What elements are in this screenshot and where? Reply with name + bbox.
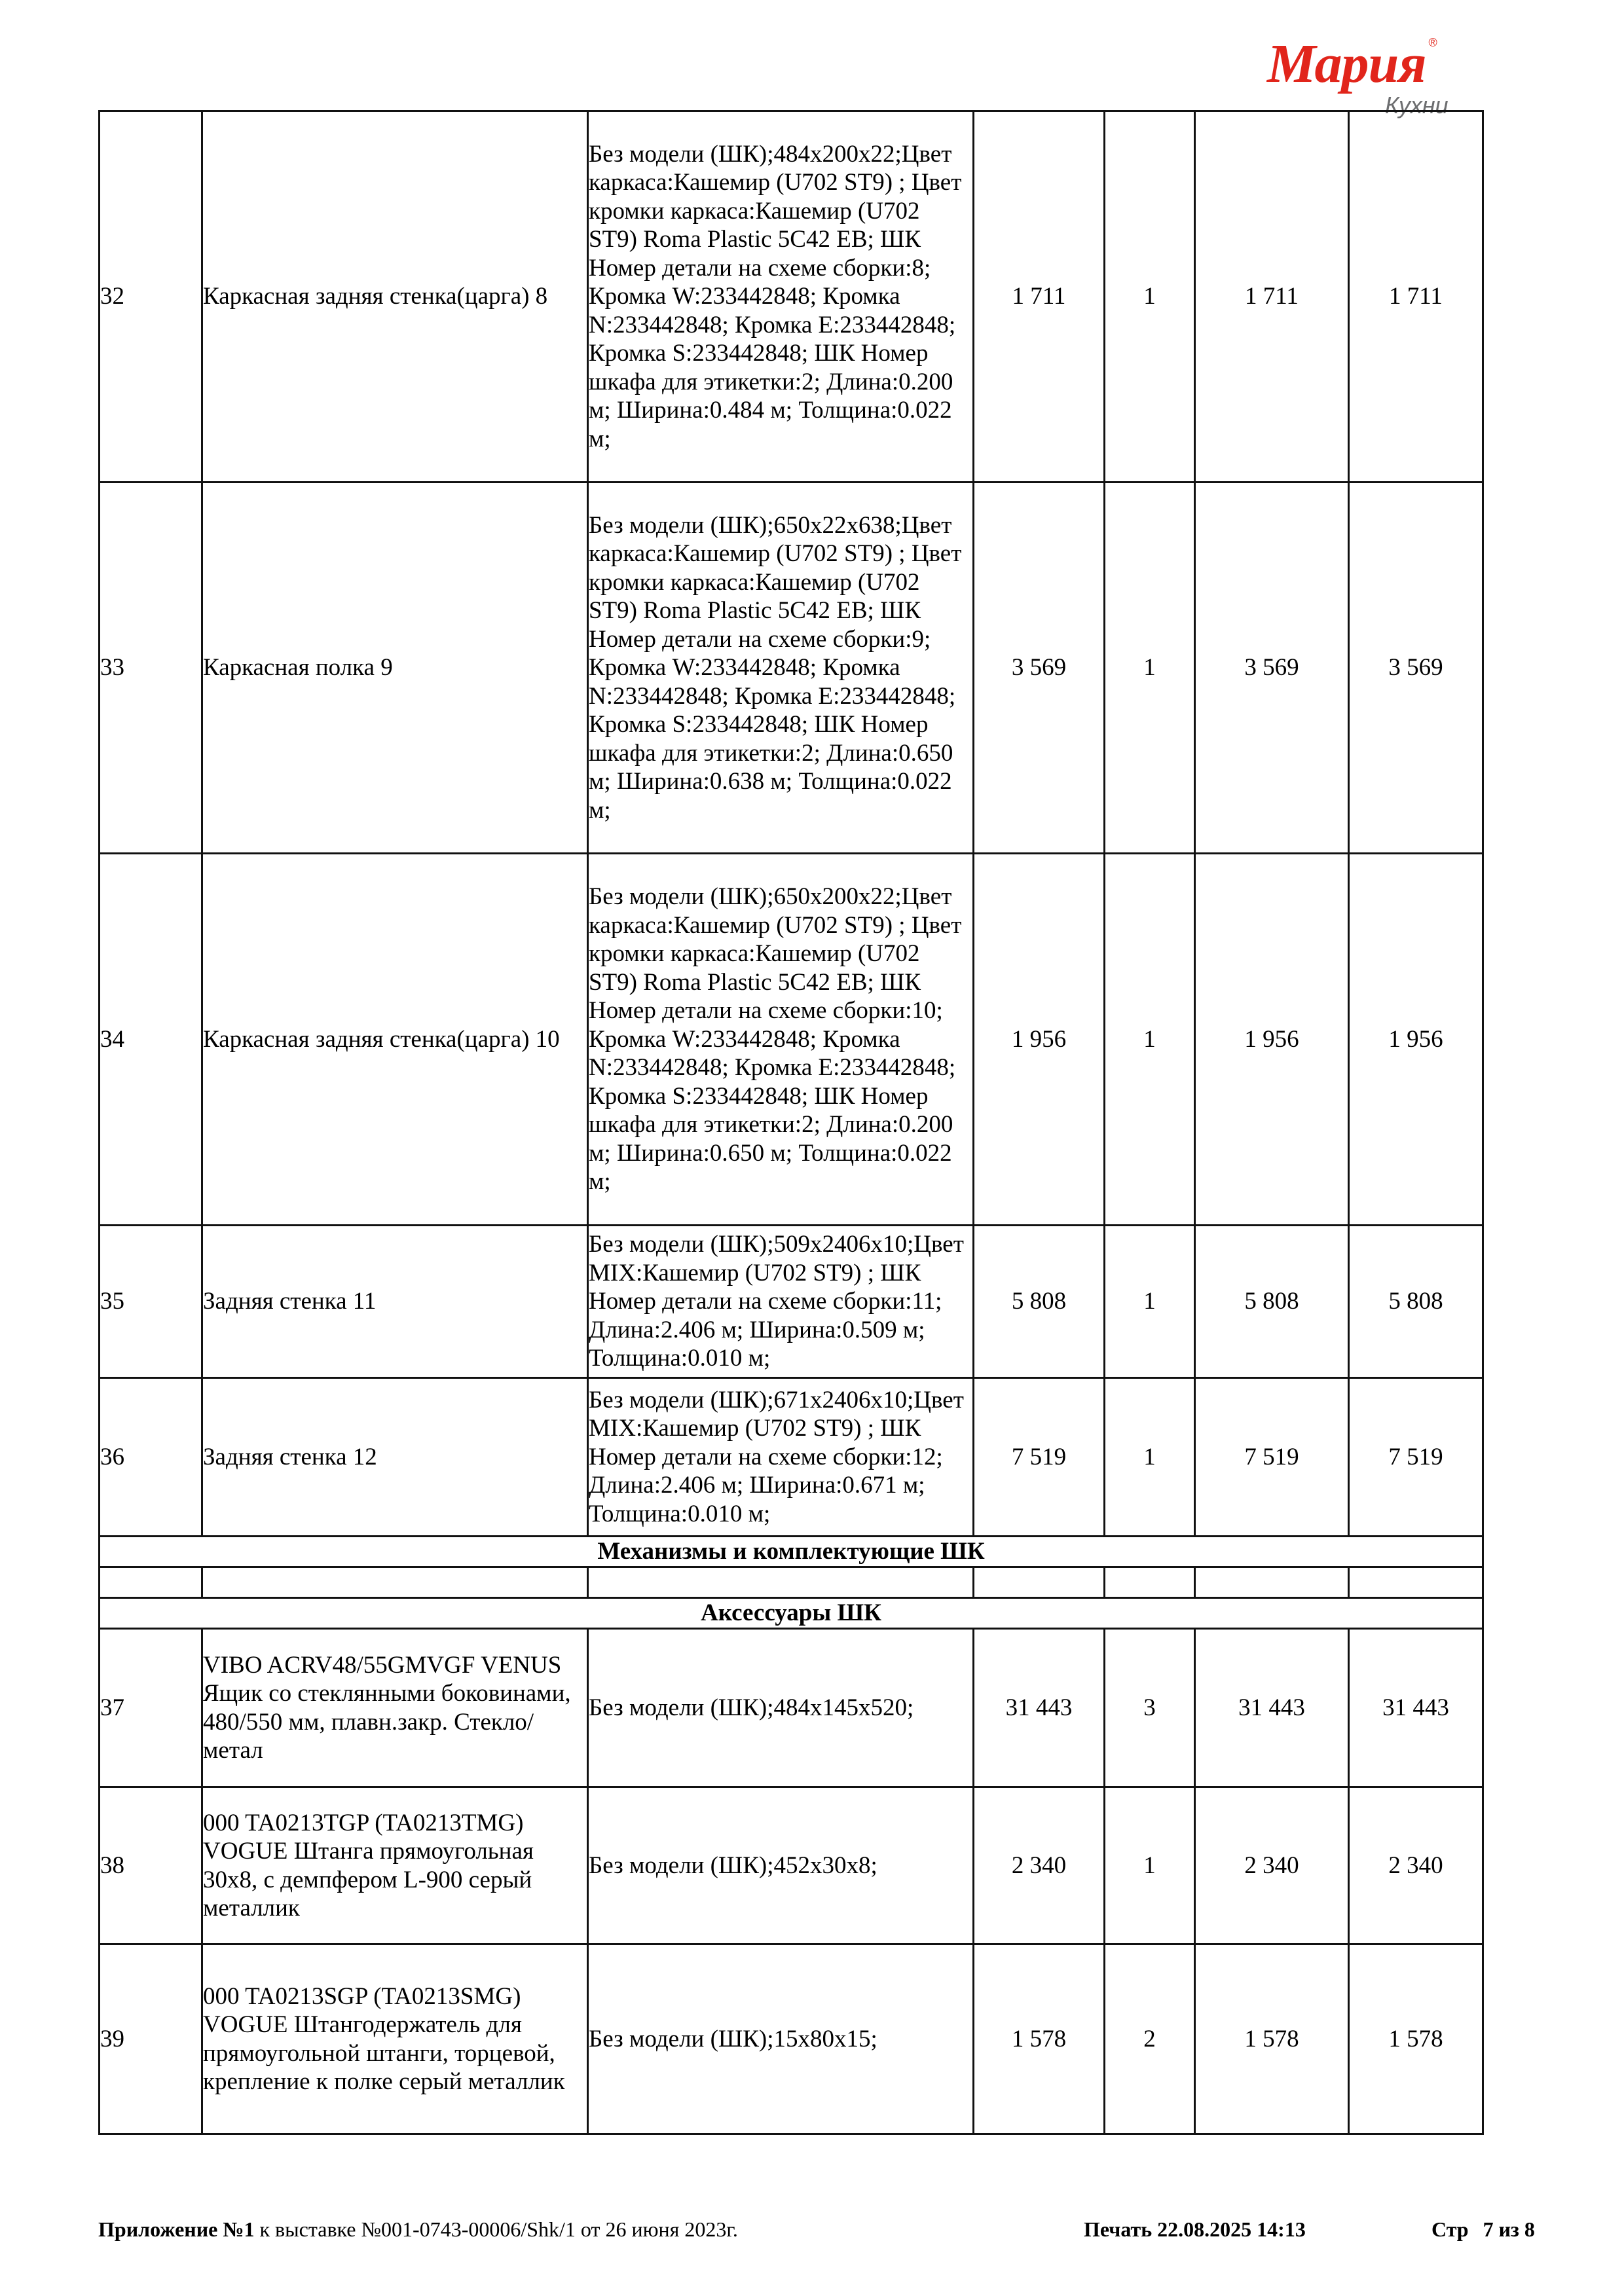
row-number: 39 <box>100 1944 202 2134</box>
item-quantity: 1 <box>1105 483 1195 854</box>
empty-cell <box>1105 1567 1195 1598</box>
item-description: Без модели (ШК);671x2406x10;Цвет MIX:Кашемир (U702 ST9) ; ШК Номер детали на схеме сборки:12; Длина:2.406 м; Ширина:0.671 м; Толщина:0.010 м; <box>588 1378 974 1537</box>
item-price: 3 569 <box>974 483 1105 854</box>
appendix-number: Приложение №1 <box>98 2217 255 2241</box>
section-header-row <box>100 1598 1483 1629</box>
item-price: 1 578 <box>974 1944 1105 2134</box>
logo-wordmark: Мария <box>1267 33 1426 94</box>
item-price: 5 808 <box>974 1226 1105 1378</box>
item-total: 5 808 <box>1349 1226 1483 1378</box>
item-price: 7 519 <box>974 1378 1105 1537</box>
item-sum: 7 519 <box>1195 1378 1349 1537</box>
item-total: 3 569 <box>1349 483 1483 854</box>
item-name: 000 TA0213SGP (TA0213SMG) VOGUE Штангодержатель для прямоугольной штанги, торцевой, крепление к полке серый металлик <box>202 1944 588 2134</box>
logo-wordmark-line <box>1267 33 1542 94</box>
empty-cell <box>202 1567 588 1598</box>
item-description: Без модели (ШК);15x80x15; <box>588 1944 974 2134</box>
item-name: Задняя стенка 11 <box>202 1226 588 1378</box>
appendix-reference: к выставке №001-0743-00006/Shk/1 от 26 июня 2023г. <box>254 2217 738 2241</box>
item-sum: 31 443 <box>1195 1629 1349 1787</box>
empty-cell <box>1195 1567 1349 1598</box>
print-timestamp: Печать 22.08.2025 14:13 <box>1084 2217 1306 2241</box>
registered-mark: ® <box>1428 36 1437 49</box>
item-description: Без модели (ШК);650x200x22;Цвет каркаса:Кашемир (U702 ST9) ; Цвет кромки каркаса:Кашемир (U702 ST9) Roma Plastic 5C42 EB; ШК Номер детали на схеме сборки:10; Кромка W:233442848; Кромка N:233442848; Кромка E:233442848; Кромка S:233442848; ШК Номер шкафа для этикетки:2; Длина:0.200 м; Ширина:0.650 м; Толщина:0.022 м; <box>588 854 974 1226</box>
item-price: 31 443 <box>974 1629 1105 1787</box>
item-quantity: 1 <box>1105 111 1195 483</box>
table-row <box>100 111 1483 483</box>
item-price: 2 340 <box>974 1787 1105 1944</box>
row-number: 37 <box>100 1629 202 1787</box>
table-row <box>100 1944 1483 2134</box>
item-sum: 1 711 <box>1195 111 1349 483</box>
item-quantity: 3 <box>1105 1629 1195 1787</box>
item-description: Без модели (ШК);484x145x520; <box>588 1629 974 1787</box>
row-number: 32 <box>100 111 202 483</box>
item-name: Каркасная задняя стенка(царга) 8 <box>202 111 588 483</box>
item-total: 7 519 <box>1349 1378 1483 1537</box>
item-name: VIBO ACRV48/55GMVGF VENUS Ящик со стеклянными боковинами, 480/550 мм, плавн.закр. Стекло/метал <box>202 1629 588 1787</box>
row-number: 35 <box>100 1226 202 1378</box>
item-total: 2 340 <box>1349 1787 1483 1944</box>
page-label: Стр <box>1431 2217 1469 2241</box>
item-description: Без модели (ШК);650x22x638;Цвет каркаса:Кашемир (U702 ST9) ; Цвет кромки каркаса:Кашемир (U702 ST9) Roma Plastic 5C42 EB; ШК Номер детали на схеме сборки:9; Кромка W:233442848; Кромка N:233442848; Кромка E:233442848; Кромка S:233442848; ШК Номер шкафа для этикетки:2; Длина:0.650 м; Ширина:0.638 м; Толщина:0.022 м; <box>588 483 974 854</box>
table-row <box>100 1787 1483 1944</box>
item-name: Каркасная полка 9 <box>202 483 588 854</box>
item-name: 000 TA0213TGP (TA0213TMG) VOGUE Штанга прямоугольная 30x8, с демпфером L-900 серый металлик <box>202 1787 588 1944</box>
item-quantity: 1 <box>1105 1787 1195 1944</box>
item-description: Без модели (ШК);484x200x22;Цвет каркаса:Кашемир (U702 ST9) ; Цвет кромки каркаса:Кашемир (U702 ST9) Roma Plastic 5C42 EB; ШК Номер детали на схеме сборки:8; Кромка W:233442848; Кромка N:233442848; Кромка E:233442848; Кромка S:233442848; ШК Номер шкафа для этикетки:2; Длина:0.200 м; Ширина:0.484 м; Толщина:0.022 м; <box>588 111 974 483</box>
empty-cell <box>588 1567 974 1598</box>
item-name: Задняя стенка 12 <box>202 1378 588 1537</box>
item-sum: 5 808 <box>1195 1226 1349 1378</box>
table-row <box>100 483 1483 854</box>
page-indicator <box>1431 2217 1535 2241</box>
page-number: 7 из 8 <box>1483 2217 1535 2241</box>
table-row <box>100 1629 1483 1787</box>
logo-subtext: Кухни <box>1385 92 1449 118</box>
table-row <box>100 1378 1483 1537</box>
item-sum: 1 956 <box>1195 854 1349 1226</box>
item-sum: 3 569 <box>1195 483 1349 854</box>
section-title: Механизмы и комплектующие ШК <box>100 1537 1483 1567</box>
row-number: 34 <box>100 854 202 1226</box>
item-quantity: 1 <box>1105 1226 1195 1378</box>
empty-cell <box>100 1567 202 1598</box>
item-description: Без модели (ШК);452x30x8; <box>588 1787 974 1944</box>
item-sum: 1 578 <box>1195 1944 1349 2134</box>
item-quantity: 1 <box>1105 854 1195 1226</box>
table-row <box>100 854 1483 1226</box>
row-number: 33 <box>100 483 202 854</box>
item-total: 1 956 <box>1349 854 1483 1226</box>
row-number: 36 <box>100 1378 202 1537</box>
brand-logo <box>1267 33 1542 118</box>
item-description: Без модели (ШК);509x2406x10;Цвет MIX:Кашемир (U702 ST9) ; ШК Номер детали на схеме сборки:11; Длина:2.406 м; Ширина:0.509 м; Толщина:0.010 м; <box>588 1226 974 1378</box>
section-header-row <box>100 1537 1483 1567</box>
item-quantity: 1 <box>1105 1378 1195 1537</box>
table-row <box>100 1226 1483 1378</box>
items-table <box>98 110 1484 2135</box>
section-title: Аксессуары ШК <box>100 1598 1483 1629</box>
item-name: Каркасная задняя стенка(царга) 10 <box>202 854 588 1226</box>
item-price: 1 956 <box>974 854 1105 1226</box>
empty-row <box>100 1567 1483 1598</box>
empty-cell <box>1349 1567 1483 1598</box>
item-quantity: 2 <box>1105 1944 1195 2134</box>
item-total: 31 443 <box>1349 1629 1483 1787</box>
footer-appendix <box>98 2217 738 2241</box>
item-total: 1 711 <box>1349 111 1483 483</box>
item-sum: 2 340 <box>1195 1787 1349 1944</box>
empty-cell <box>974 1567 1105 1598</box>
item-price: 1 711 <box>974 111 1105 483</box>
row-number: 38 <box>100 1787 202 1944</box>
item-total: 1 578 <box>1349 1944 1483 2134</box>
